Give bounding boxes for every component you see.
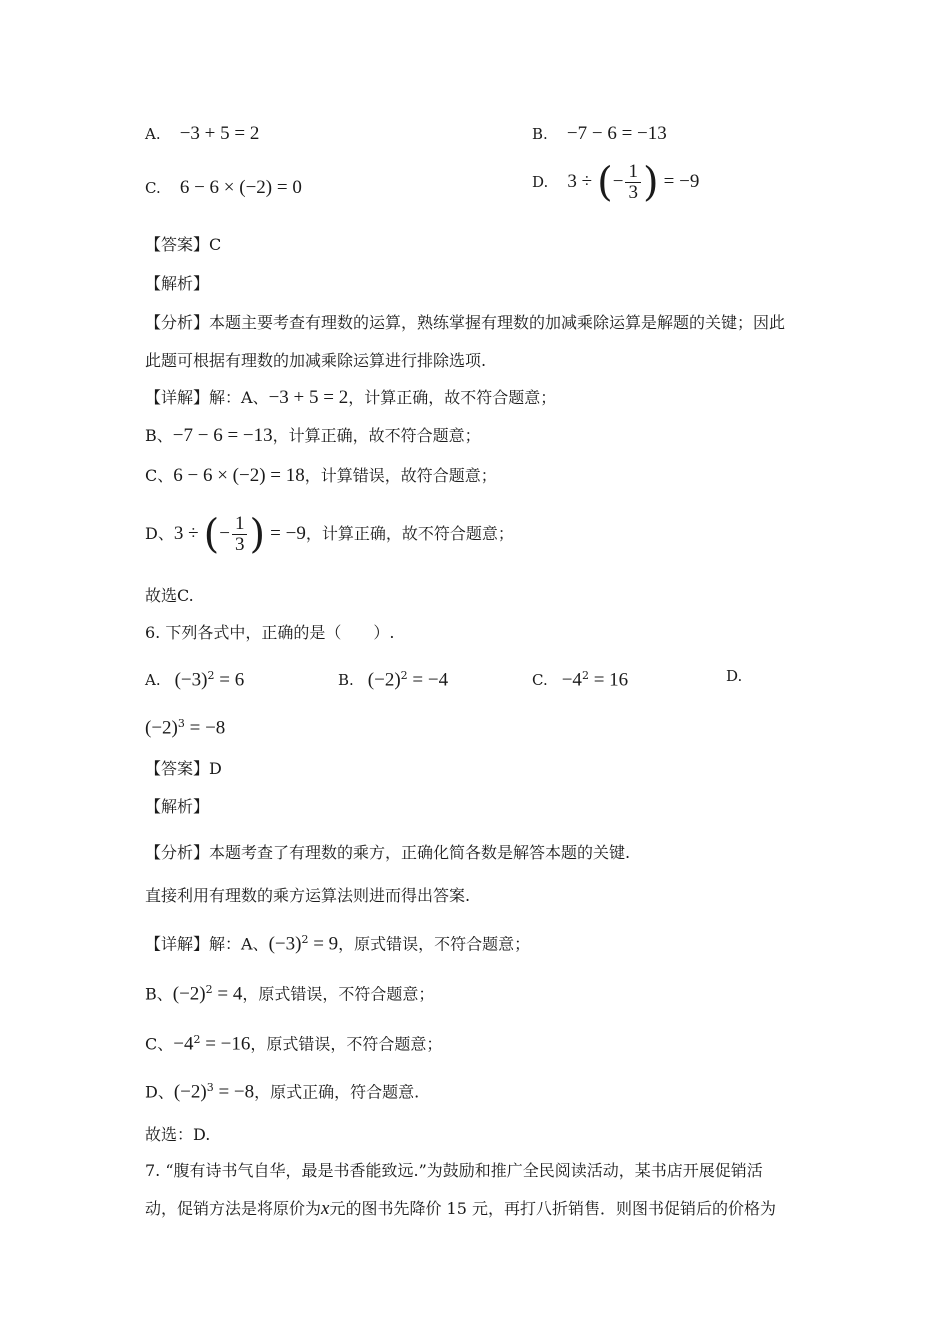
right-paren: ) — [642, 159, 659, 206]
left-paren: ( — [597, 159, 613, 206]
fraction: $\frac{1}{3}$ — [625, 162, 641, 203]
q6-detail-d: D、$(-2)^3 = -8$，原式正确，符合题意. — [145, 1081, 420, 1103]
fraction: $\frac{1}{3}$ — [232, 514, 248, 555]
q6-detail-b: B、$(-2)^2 = 4$，原式错误，不符合题意； — [145, 983, 435, 1005]
q6-option-d: $(-2)^3 = -8$ — [145, 717, 226, 739]
math-pre: 3 ÷ — [567, 171, 593, 192]
q5-option-d: D. 3 ÷ (− $\frac{1}{3}$ ) = −9 — [532, 159, 700, 206]
q6-conclusion: 故选：D. — [145, 1125, 211, 1144]
option-label: B. — [532, 125, 548, 143]
q5-conclusion: 故选C. — [145, 586, 194, 605]
q5-analysis-title: 【解析】 — [145, 274, 210, 293]
variable-x: x — [321, 1198, 330, 1219]
q5-option-b — [532, 123, 667, 145]
q5-option-c — [145, 177, 302, 199]
q5-detail-b: B、−7 − 6 = −13，计算正确，故不符合题意； — [145, 425, 481, 446]
q6-detail-a: 【详解】解：A、$(-3)^2 = 9$，原式错误，不符合题意； — [145, 933, 531, 955]
math-post: = −9 — [663, 171, 700, 192]
q5-analysis-line1: 【分析】本题主要考查有理数的运算，熟练掌握有理数的加减乘除运算是解题的关键；因此 — [145, 313, 786, 332]
math-expression: 6 − 6 × (−2) = 0 — [179, 177, 302, 198]
q5-option-a — [145, 123, 259, 145]
option-label: C. — [145, 179, 161, 197]
q6-answer: 【答案】D — [145, 759, 222, 778]
q6-analysis-title: 【解析】 — [145, 797, 210, 816]
q5-answer: 【答案】C — [145, 235, 222, 254]
q7-line1: 7. “腹有诗书气自华，最是书香能致远.”为鼓励和推广全民阅读活动，某书店开展促销活 — [145, 1161, 763, 1180]
q5-detail-d: D、3 ÷ (− $\frac{1}{3}$ ) = −9，计算正确，故不符合题意； — [145, 511, 514, 558]
q7-line2: 动，促销方法是将原价为x元的图书先降价 15 元，再打八折销售．则图书促销后的价格为 — [145, 1198, 776, 1219]
option-label: A. — [145, 125, 161, 143]
math-expression: −7 − 6 = −13 — [566, 123, 667, 144]
q5-detail-c: C、6 − 6 × (−2) = 18，计算错误，故符合题意； — [145, 465, 497, 486]
q6-option-b: B. $(-2)^2 = -4$ — [338, 669, 449, 691]
q6-analysis-line2: 直接利用有理数的乘方运算法则进而得出答案. — [145, 886, 471, 905]
q5-analysis-line2: 此题可根据有理数的加减乘除运算进行排除选项. — [145, 351, 487, 370]
q6-option-d-label: D. — [726, 667, 743, 685]
q6-analysis-line1: 【分析】本题考查了有理数的乘方，正确化简各数是解答本题的关键. — [145, 843, 631, 862]
q6-stem: 6. 下列各式中，正确的是（ ）. — [145, 623, 395, 642]
q6-option-c: C. $-4^2 = 16$ — [532, 669, 629, 691]
q6-option-a: A. $(-3)^2 = 6$ — [145, 669, 245, 691]
math-expression: −3 + 5 = 2 — [179, 123, 260, 144]
q6-detail-c: C、$-4^2 = -16$，原式错误，不符合题意； — [145, 1033, 443, 1055]
q5-detail-a: 【详解】解：A、−3 + 5 = 2，计算正确，故不符合题意； — [145, 387, 557, 408]
option-label: D. — [532, 173, 549, 191]
